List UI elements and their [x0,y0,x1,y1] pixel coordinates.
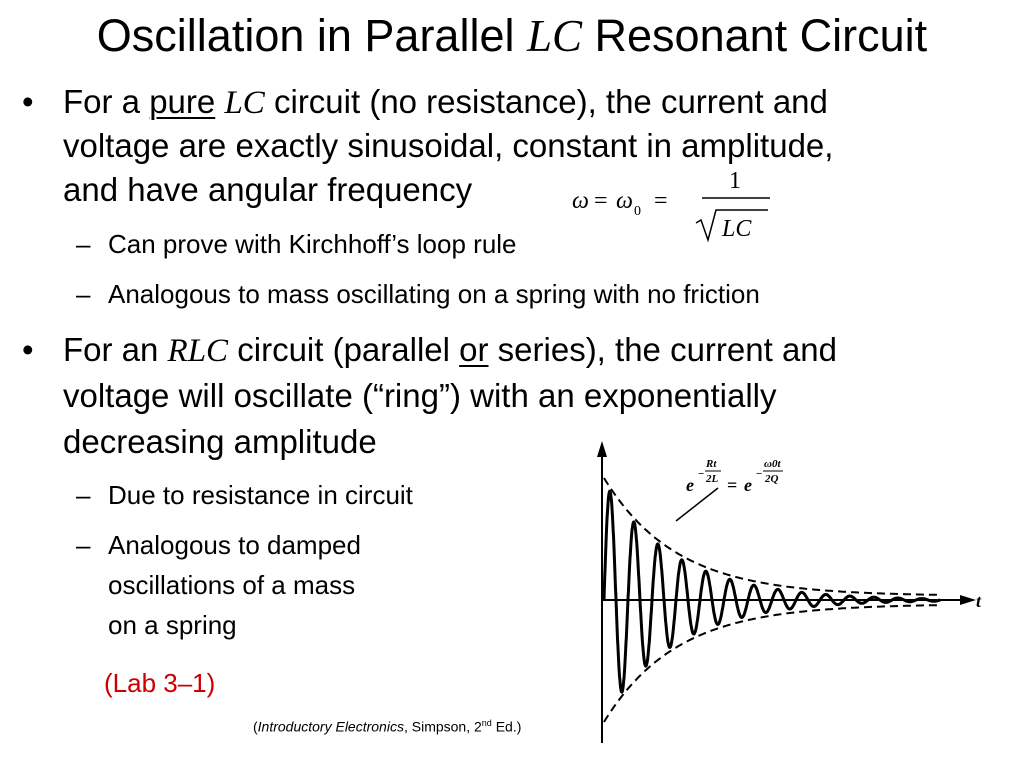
svg-text:2L: 2L [706,473,719,485]
title-lc: LC [526,11,583,61]
citation: (Introductory Electronics, Simpson, 2nd Ed.) [253,718,522,735]
bullet-marker: • [22,83,34,120]
svg-text:0: 0 [634,204,641,219]
pure-underlined: pure [149,83,216,120]
svg-text:−: − [756,468,763,480]
slide-title: Oscillation in Parallel LC Resonant Circuit [96,10,928,61]
lab-reference: (Lab 3–1) [104,668,216,698]
svg-text:=: = [654,188,668,214]
lower-envelope-curve [604,605,940,722]
time-axis-label: t [976,591,982,611]
time-axis-arrow [960,595,976,605]
svg-text:=: = [727,475,738,495]
svg-text:ω: ω [572,188,589,214]
damped-oscillation-graph [580,435,1000,755]
bullet-line: For a pure LC circuit (no resistance), the current and [63,83,828,121]
bullet-line: For an RLC circuit (parallel or series), the current and [63,331,837,369]
svg-text:1: 1 [729,168,741,194]
svg-text:−: − [698,468,705,480]
svg-text:ω: ω [616,188,633,214]
envelope-pointer [676,488,718,521]
svg-text:LC: LC [722,216,752,242]
y-axis-arrow [597,441,607,457]
svg-text:e: e [744,475,752,495]
or-underlined: or [459,331,489,368]
resonance-formula [566,158,776,248]
svg-text:Rt: Rt [706,458,717,470]
envelope-expression [686,458,783,495]
bullet-marker: • [22,331,34,368]
svg-text:2Q: 2Q [765,473,779,485]
svg-text:e: e [686,475,694,495]
svg-text:=: = [594,188,608,214]
svg-text:ω0t: ω0t [764,458,781,470]
